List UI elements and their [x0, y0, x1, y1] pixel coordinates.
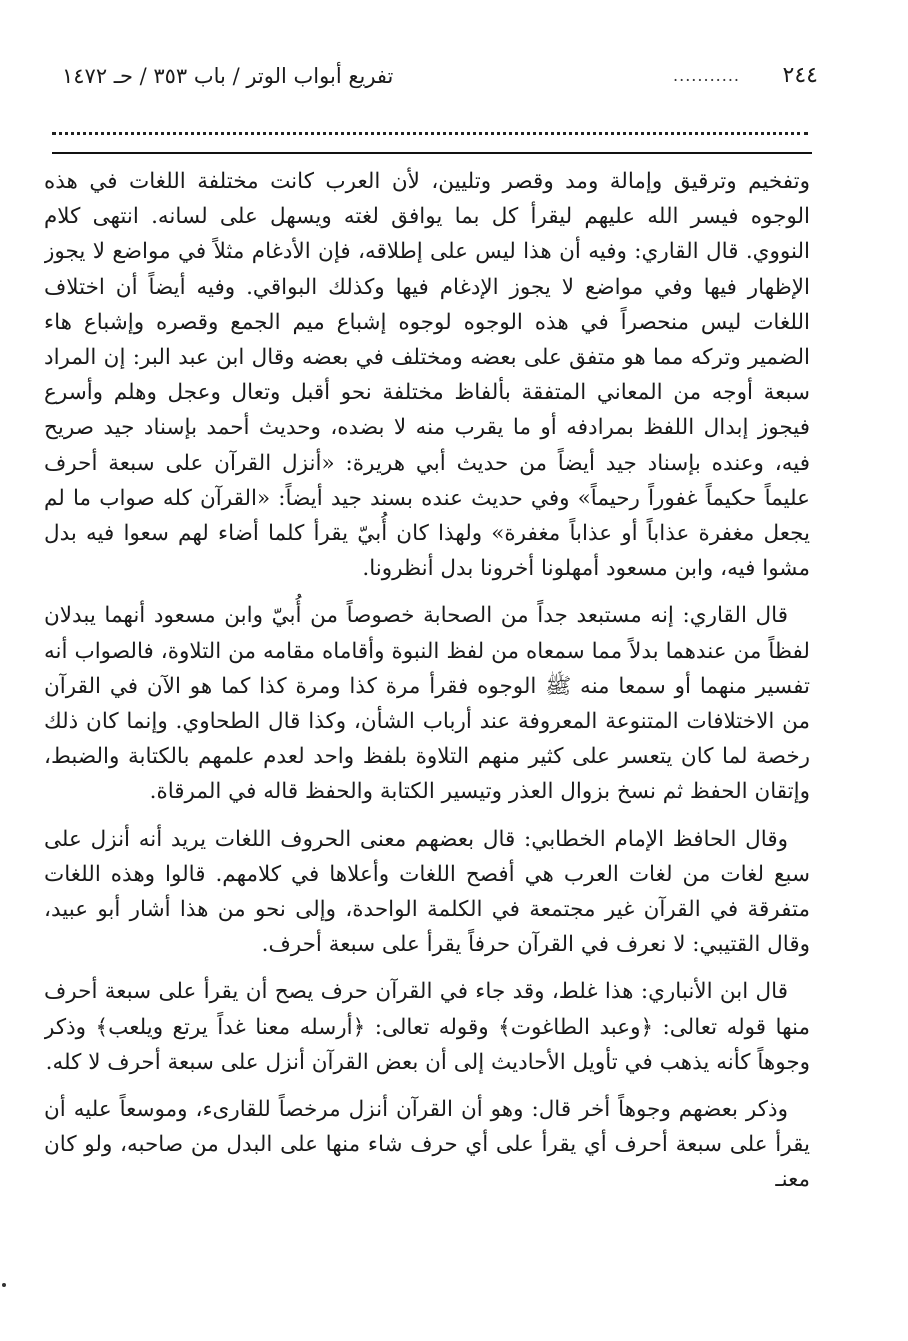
header-dot-leader: ........... — [673, 66, 740, 85]
dotted-separator — [52, 112, 808, 135]
running-header — [62, 60, 818, 92]
page-number: ٢٤٤ — [782, 63, 818, 88]
header-rule — [52, 152, 812, 154]
paragraph: وقال الحافظ الإمام الخطابي: قال بعضهم معنى الحروف اللغات يريد أنه أنزل على سبع لغات من لغات العرب هي أفصح اللغات وأعلاها في كلامهم. قالوا وهذه اللغات متفرقة في القرآن غير مجتمعة في الكلمة الواحدة، وإلى نحو من هذا أشار أبو عبيد، وقال القتيبي: لا نعرف في القرآن حرفاً يقرأ على سبعة أحرف. — [44, 826, 810, 958]
running-title: تفريع أبواب الوتر / باب ٣٥٣ / حـ ١٤٧٢ — [62, 64, 394, 88]
paragraph: وتفخيم وترقيق وإمالة ومد وقصر وتليين، لأن العرب كانت مختلفة اللغات في هذه الوجوه فيسر الله عليهم ليقرأ كل بما يوافق لغته ويسهل على لسانه. انتهى كلام النووي. قال القاري: وفيه أن هذا ليس على إطلاقه، فإن الأدغام مثلاً في مواضع لا يجوز الإظهار فيها وفي مواضع لا يجوز الإدغام فيها وكذلك البواقي. وفيه أيضاً أن اختلاف اللغات ليس منحصراً في هذه الوجوه لوجوه إشباع ميم الجمع وقصره وإشباع هاء الضمير وتركه مما هو متفق على بعضه ومختلف في بعضه وقال ابن عبد البر: إن المراد سبعة أوجه من المعاني المتفقة بألفاظ مختلفة نحو أقبل وتعال وعجل وهلم وأسرع فيجوز إبدال اللفظ بمرادفه أو ما يقرب منه لا بضده، وحديث أحمد بإسناد جيد صريح فيه، وعنده بإسناد جيد أيضاً من حديث أبي هريرة: «أنزل القرآن على سبعة أحرف عليماً حكيماً غفوراً رحيماً» وفي حديث عنده بسند جيد أيضاً: «القرآن كله صواب ما لم يجعل مغفرة عذاباً أو عذاباً مغفرة» ولهذا كان أُبيّ يقرأ كلما أضاء لهم سعوا فيه بدل مشوا فيه، وابن مسعود أمهلونا أخرونا بدل أنظرونا. — [44, 169, 810, 582]
paragraph: قال ابن الأنباري: هذا غلط، وقد جاء في القرآن حرف يصح أن يقرأ على سبعة أحرف منها قوله تعالى: ﴿وعبد الطاغوت﴾ وقوله تعالى: ﴿أرسله معنا غداً يرتع ويلعب﴾ وذكر وجوهاً كأنه يذهب في تأويل الأحاديث إلى أن بعض القرآن أنزل على سبعة أحرف لا كله. — [44, 979, 810, 1075]
paragraph: وذكر بعضهم وجوهاً أخر قال: وهو أن القرآن أنزل مرخصاً للقارىء، وموسعاً عليه أن يقرأ على سبعة أحرف أي يقرأ على أي حرف شاء منها على البدل من صاحبه، ولو كان معنـ — [44, 1097, 810, 1193]
body-text — [44, 164, 810, 1314]
paragraph: قال القاري: إنه مستبعد جداً من الصحابة خصوصاً من أُبيّ وابن مسعود أنهما يبدلان لفظاً من عندهما بدلاً مما سمعاه من لفظ النبوة وأقاماه مقامه من التلاوة، فالصواب أنه تفسير منهما أو سمعا منه ﷺ الوجوه فقرأ مرة كذا ومرة كذا كما هو الآن في القرآن من الاختلافات المتنوعة المعروفة عند أرباب الشأن، وكذا قال الطحاوي. وإنما كان ذلك رخصة لما كان يتعسر على كثير منهم التلاوة بلفظ واحد لعدم علمهم بالكتابة والضبط، وإتقان الحفظ ثم نسخ بزوال العذر وتيسير الكتابة والحفظ قاله في المرقاة. — [44, 603, 810, 805]
scan-edge-mark — [2, 1283, 6, 1287]
